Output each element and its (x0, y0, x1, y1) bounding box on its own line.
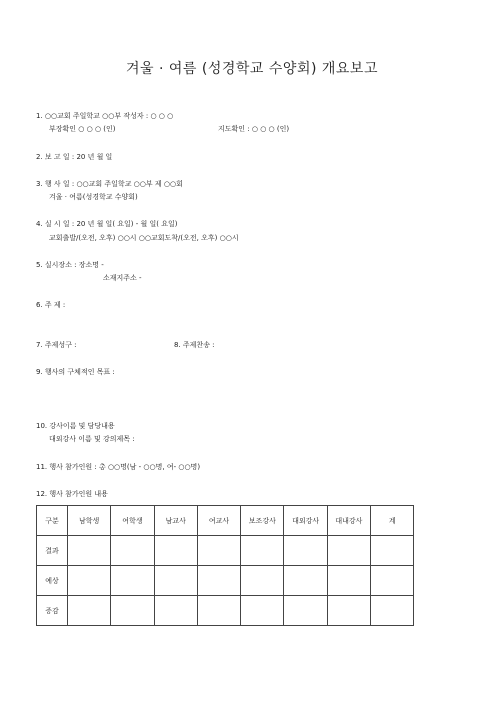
participant-table (36, 505, 414, 626)
item-8-theme-hymn: 8. 주제찬송 : (174, 341, 215, 349)
table-header-cell: 대내강사 (327, 506, 370, 536)
table-header-cell: 대외강사 (284, 506, 327, 536)
table-cell (371, 566, 414, 596)
table-cell (68, 536, 111, 566)
table-header-cell: 보조강사 (241, 506, 284, 536)
table-cell (154, 566, 197, 596)
item-12-participant-details: 12. 행사 참가인원 내용 (36, 490, 108, 498)
table-cell (241, 596, 284, 626)
item-1-author: 1. ○○교회 주일학교 ○○부 작성자 : ○ ○ ○ (36, 112, 174, 120)
table-header-cell: 구분 (37, 506, 68, 536)
table-header-cell: 여학생 (111, 506, 154, 536)
table-cell (68, 596, 111, 626)
table-cell (327, 536, 370, 566)
table-header-cell: 남학생 (68, 506, 111, 536)
item-10-external-speakers: 대외강사 이름 및 강의제목 : (49, 435, 135, 443)
table-row (37, 536, 414, 566)
item-11-participants: 11. 행사 참가인원 : 총 ○○명(남 - ○○명, 여- ○○명) (36, 463, 201, 471)
table-row (37, 566, 414, 596)
item-7-theme-verse: 7. 주제성구 : (36, 341, 77, 349)
table-row-label: 증감 (37, 596, 68, 626)
table-cell (284, 596, 327, 626)
table-cell (284, 536, 327, 566)
table-cell (197, 566, 240, 596)
table-cell (111, 566, 154, 596)
table-cell (111, 596, 154, 626)
table-cell (371, 596, 414, 626)
item-4-schedule: 4. 실 시 일 : 20 년 월 일( 요일) - 월 일( 요일) (36, 220, 178, 228)
item-4-departure-arrival: 교회출발/(오전, 오후) ○○시 ○○교회도착/(오전, 오후) ○○시 (49, 234, 239, 242)
table-cell (154, 536, 197, 566)
item-10-speakers: 10. 강사이름 및 담당내용 (36, 422, 115, 430)
table-row (37, 596, 414, 626)
table-header-row (37, 506, 414, 536)
table-header-cell: 남교사 (154, 506, 197, 536)
table-cell (327, 566, 370, 596)
table-cell (241, 536, 284, 566)
table-cell (154, 596, 197, 626)
item-1-supervisor-confirm: 지도확인 : ○ ○ ○ (인) (218, 125, 290, 133)
table-cell (197, 596, 240, 626)
item-9-goals: 9. 행사의 구체적인 목표 : (36, 368, 115, 376)
item-1-director-confirm: 부장확인 ○ ○ ○ (인) (49, 125, 116, 133)
item-5-address: 소재지주소 - (103, 274, 142, 282)
table-cell (111, 536, 154, 566)
item-5-venue: 5. 실시장소 : 장소명 - (36, 261, 104, 269)
table-cell (197, 536, 240, 566)
table-header-cell: 계 (371, 506, 414, 536)
table-cell (327, 596, 370, 626)
table-cell (241, 566, 284, 596)
table-row-label: 결과 (37, 536, 68, 566)
item-6-theme: 6. 주 제 : (36, 301, 66, 309)
table-cell (68, 566, 111, 596)
table-cell (371, 536, 414, 566)
item-2-report-date: 2. 보 고 일 : 20 년 월 일 (36, 153, 113, 161)
item-3-event-date: 3. 행 사 일 : ○○교회 주일학교 ○○부 제 ○○회 (36, 180, 183, 188)
document-title: 겨울 · 여름 (성경학교 수양회) 개요보고 (126, 61, 378, 77)
table-row-label: 예상 (37, 566, 68, 596)
item-3-event-type: 겨울 · 여름(성경학교 수양회) (49, 193, 138, 201)
table-header-cell: 여교사 (197, 506, 240, 536)
table-cell (284, 566, 327, 596)
